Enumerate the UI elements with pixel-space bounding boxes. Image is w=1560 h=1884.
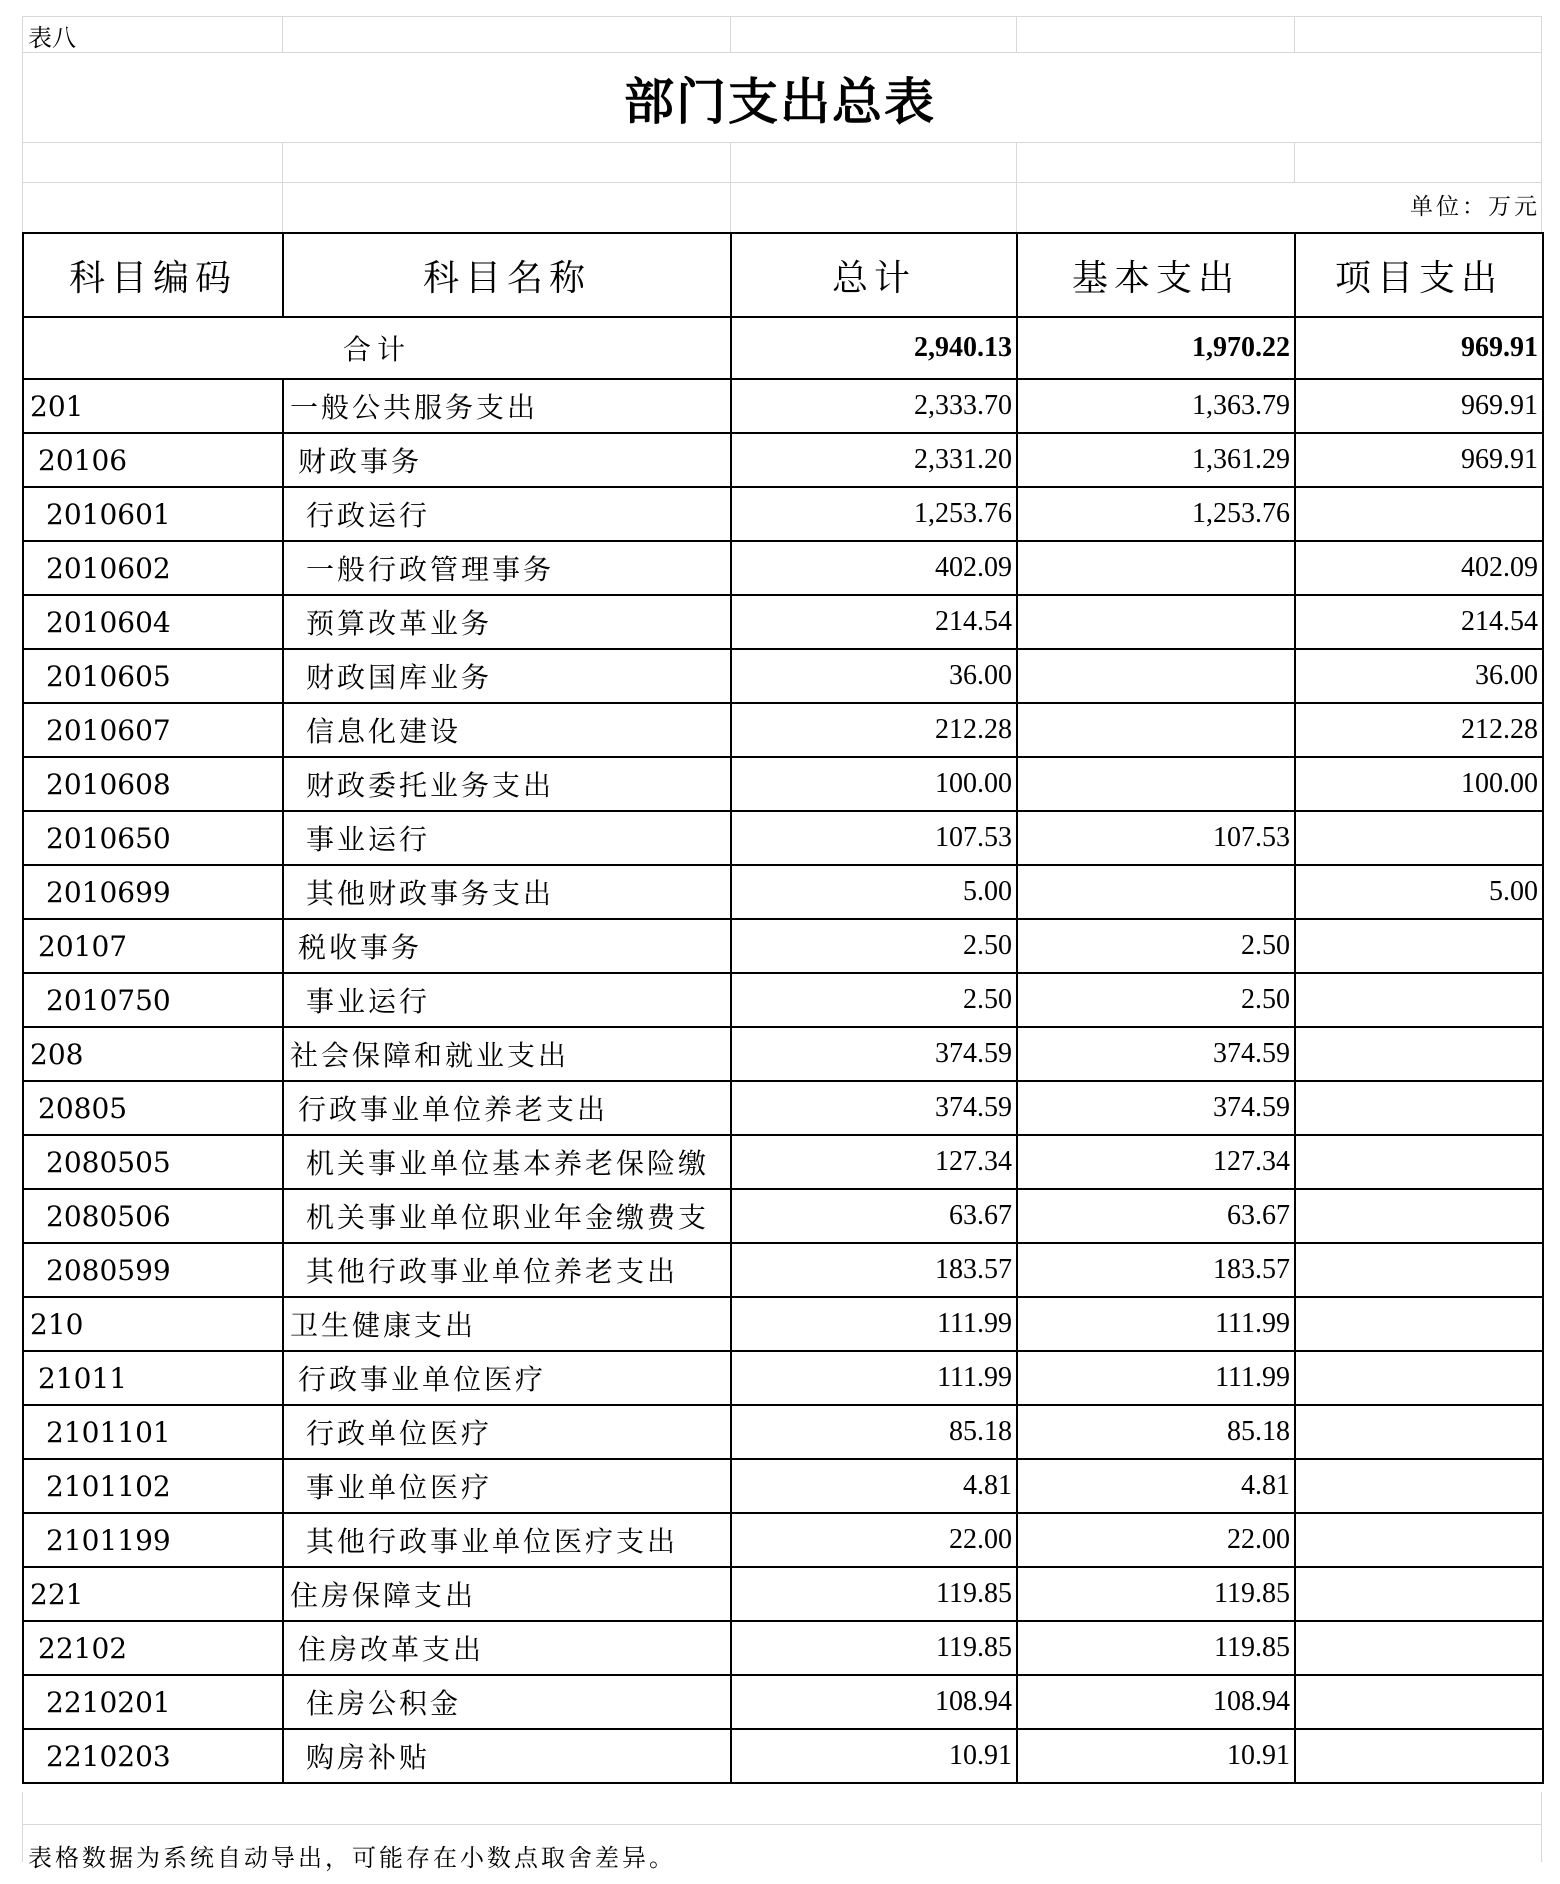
summary-label: 合计 <box>23 317 731 379</box>
row-project <box>1295 811 1543 865</box>
table-row <box>23 1027 1543 1081</box>
row-basic <box>1017 541 1295 595</box>
unit-label: 单位：万元 <box>1410 194 1540 220</box>
row-project <box>1295 1081 1543 1135</box>
summary-basic: 1,970.22 <box>1017 317 1295 379</box>
row-total: 111.99 <box>731 1351 1017 1405</box>
row-basic: 374.59 <box>1017 1027 1295 1081</box>
row-project: 212.28 <box>1295 703 1543 757</box>
expenditure-table <box>22 232 1544 1784</box>
column-header-code: 科目编码 <box>23 233 283 317</box>
row-name: 税收事务 <box>283 919 731 973</box>
row-name: 购房补贴 <box>283 1729 731 1783</box>
table-row <box>23 1189 1543 1243</box>
table-row <box>23 973 1543 1027</box>
row-name: 住房保障支出 <box>283 1567 731 1621</box>
row-name: 卫生健康支出 <box>283 1297 731 1351</box>
table-row <box>23 541 1543 595</box>
row-name: 事业运行 <box>283 973 731 1027</box>
header-row <box>23 233 1543 317</box>
page-title: 部门支出总表 <box>624 72 936 131</box>
row-code: 2101101 <box>23 1405 283 1459</box>
row-code: 2080599 <box>23 1243 283 1297</box>
row-basic: 1,361.29 <box>1017 433 1295 487</box>
row-project <box>1295 973 1543 1027</box>
row-total: 36.00 <box>731 649 1017 703</box>
row-name: 信息化建设 <box>283 703 731 757</box>
row-basic: 183.57 <box>1017 1243 1295 1297</box>
row-code: 208 <box>23 1027 283 1081</box>
row-total: 108.94 <box>731 1675 1017 1729</box>
row-code: 2010750 <box>23 973 283 1027</box>
row-basic: 85.18 <box>1017 1405 1295 1459</box>
row-code: 2080506 <box>23 1189 283 1243</box>
table-row <box>23 1351 1543 1405</box>
row-total: 2.50 <box>731 973 1017 1027</box>
row-total: 100.00 <box>731 757 1017 811</box>
row-code: 20107 <box>23 919 283 973</box>
row-basic: 63.67 <box>1017 1189 1295 1243</box>
row-code: 22102 <box>23 1621 283 1675</box>
table-row <box>23 1243 1543 1297</box>
row-code: 210 <box>23 1297 283 1351</box>
row-name: 一般公共服务支出 <box>283 379 731 433</box>
row-basic: 108.94 <box>1017 1675 1295 1729</box>
row-code: 2210201 <box>23 1675 283 1729</box>
table-row <box>23 1621 1543 1675</box>
table-row <box>23 865 1543 919</box>
row-project: 5.00 <box>1295 865 1543 919</box>
row-name: 住房改革支出 <box>283 1621 731 1675</box>
row-basic: 107.53 <box>1017 811 1295 865</box>
row-total: 2,331.20 <box>731 433 1017 487</box>
row-project <box>1295 1567 1543 1621</box>
table-row <box>23 1675 1543 1729</box>
row-name: 财政国库业务 <box>283 649 731 703</box>
row-project <box>1295 919 1543 973</box>
row-name: 事业单位医疗 <box>283 1459 731 1513</box>
row-basic <box>1017 865 1295 919</box>
column-header-project: 项目支出 <box>1295 233 1543 317</box>
summary-row <box>23 317 1543 379</box>
row-basic: 119.85 <box>1017 1567 1295 1621</box>
table-row <box>23 757 1543 811</box>
row-total: 183.57 <box>731 1243 1017 1297</box>
row-name: 一般行政管理事务 <box>283 541 731 595</box>
row-code: 2010605 <box>23 649 283 703</box>
table-row <box>23 811 1543 865</box>
row-project <box>1295 1027 1543 1081</box>
table-row <box>23 1135 1543 1189</box>
row-basic <box>1017 649 1295 703</box>
row-project <box>1295 1405 1543 1459</box>
row-total: 2,333.70 <box>731 379 1017 433</box>
row-name: 其他财政事务支出 <box>283 865 731 919</box>
row-project <box>1295 1675 1543 1729</box>
table-row <box>23 649 1543 703</box>
row-total: 374.59 <box>731 1027 1017 1081</box>
row-code: 201 <box>23 379 283 433</box>
row-name: 其他行政事业单位养老支出 <box>283 1243 731 1297</box>
row-basic: 22.00 <box>1017 1513 1295 1567</box>
row-name: 机关事业单位基本养老保险缴 <box>283 1135 731 1189</box>
row-total: 119.85 <box>731 1567 1017 1621</box>
row-code: 2210203 <box>23 1729 283 1783</box>
row-code: 2010604 <box>23 595 283 649</box>
row-code: 221 <box>23 1567 283 1621</box>
row-basic: 4.81 <box>1017 1459 1295 1513</box>
table-row <box>23 1729 1543 1783</box>
row-total: 63.67 <box>731 1189 1017 1243</box>
row-project <box>1295 1351 1543 1405</box>
row-code: 21011 <box>23 1351 283 1405</box>
table-row <box>23 1459 1543 1513</box>
table-row <box>23 1567 1543 1621</box>
row-total: 127.34 <box>731 1135 1017 1189</box>
row-total: 402.09 <box>731 541 1017 595</box>
row-name: 事业运行 <box>283 811 731 865</box>
row-code: 20805 <box>23 1081 283 1135</box>
row-total: 374.59 <box>731 1081 1017 1135</box>
footnote: 表格数据为系统自动导出，可能存在小数点取舍差异。 <box>28 1844 676 1872</box>
row-project <box>1295 1243 1543 1297</box>
row-code: 20106 <box>23 433 283 487</box>
row-total: 10.91 <box>731 1729 1017 1783</box>
row-total: 107.53 <box>731 811 1017 865</box>
row-basic: 1,253.76 <box>1017 487 1295 541</box>
row-project <box>1295 1621 1543 1675</box>
summary-project: 969.91 <box>1295 317 1543 379</box>
row-name: 其他行政事业单位医疗支出 <box>283 1513 731 1567</box>
row-basic: 374.59 <box>1017 1081 1295 1135</box>
row-basic: 127.34 <box>1017 1135 1295 1189</box>
table-row <box>23 433 1543 487</box>
row-name: 住房公积金 <box>283 1675 731 1729</box>
row-code: 2080505 <box>23 1135 283 1189</box>
row-project <box>1295 487 1543 541</box>
row-project <box>1295 1513 1543 1567</box>
row-name: 行政事业单位养老支出 <box>283 1081 731 1135</box>
row-code: 2010607 <box>23 703 283 757</box>
row-name: 预算改革业务 <box>283 595 731 649</box>
table-row <box>23 487 1543 541</box>
table-row <box>23 379 1543 433</box>
row-total: 1,253.76 <box>731 487 1017 541</box>
table-row <box>23 919 1543 973</box>
table-row <box>23 703 1543 757</box>
row-project: 214.54 <box>1295 595 1543 649</box>
row-basic <box>1017 757 1295 811</box>
row-code: 2101199 <box>23 1513 283 1567</box>
table-row <box>23 1081 1543 1135</box>
row-project: 402.09 <box>1295 541 1543 595</box>
row-name: 社会保障和就业支出 <box>283 1027 731 1081</box>
table-number: 表八 <box>28 24 76 52</box>
summary-total: 2,940.13 <box>731 317 1017 379</box>
row-basic: 111.99 <box>1017 1297 1295 1351</box>
row-project <box>1295 1459 1543 1513</box>
row-name: 机关事业单位职业年金缴费支 <box>283 1189 731 1243</box>
row-project: 36.00 <box>1295 649 1543 703</box>
row-basic <box>1017 703 1295 757</box>
row-project <box>1295 1135 1543 1189</box>
row-total: 2.50 <box>731 919 1017 973</box>
column-header-total: 总计 <box>731 233 1017 317</box>
row-project <box>1295 1297 1543 1351</box>
row-total: 212.28 <box>731 703 1017 757</box>
row-basic: 111.99 <box>1017 1351 1295 1405</box>
row-name: 行政事业单位医疗 <box>283 1351 731 1405</box>
table-row <box>23 1297 1543 1351</box>
row-total: 119.85 <box>731 1621 1017 1675</box>
row-name: 行政运行 <box>283 487 731 541</box>
table-row <box>23 595 1543 649</box>
row-code: 2010602 <box>23 541 283 595</box>
row-project <box>1295 1189 1543 1243</box>
row-total: 5.00 <box>731 865 1017 919</box>
row-total: 85.18 <box>731 1405 1017 1459</box>
row-code: 2101102 <box>23 1459 283 1513</box>
row-code: 2010601 <box>23 487 283 541</box>
table-row <box>23 1513 1543 1567</box>
row-name: 财政事务 <box>283 433 731 487</box>
column-header-name: 科目名称 <box>283 233 731 317</box>
row-total: 111.99 <box>731 1297 1017 1351</box>
row-project <box>1295 1729 1543 1783</box>
row-basic: 119.85 <box>1017 1621 1295 1675</box>
row-code: 2010699 <box>23 865 283 919</box>
row-code: 2010608 <box>23 757 283 811</box>
row-total: 4.81 <box>731 1459 1017 1513</box>
row-basic: 2.50 <box>1017 919 1295 973</box>
table-row <box>23 1405 1543 1459</box>
row-project: 100.00 <box>1295 757 1543 811</box>
row-project: 969.91 <box>1295 379 1543 433</box>
row-name: 财政委托业务支出 <box>283 757 731 811</box>
row-basic: 1,363.79 <box>1017 379 1295 433</box>
column-header-basic: 基本支出 <box>1017 233 1295 317</box>
row-basic <box>1017 595 1295 649</box>
row-name: 行政单位医疗 <box>283 1405 731 1459</box>
row-total: 22.00 <box>731 1513 1017 1567</box>
row-project: 969.91 <box>1295 433 1543 487</box>
row-total: 214.54 <box>731 595 1017 649</box>
row-basic: 10.91 <box>1017 1729 1295 1783</box>
row-basic: 2.50 <box>1017 973 1295 1027</box>
row-code: 2010650 <box>23 811 283 865</box>
